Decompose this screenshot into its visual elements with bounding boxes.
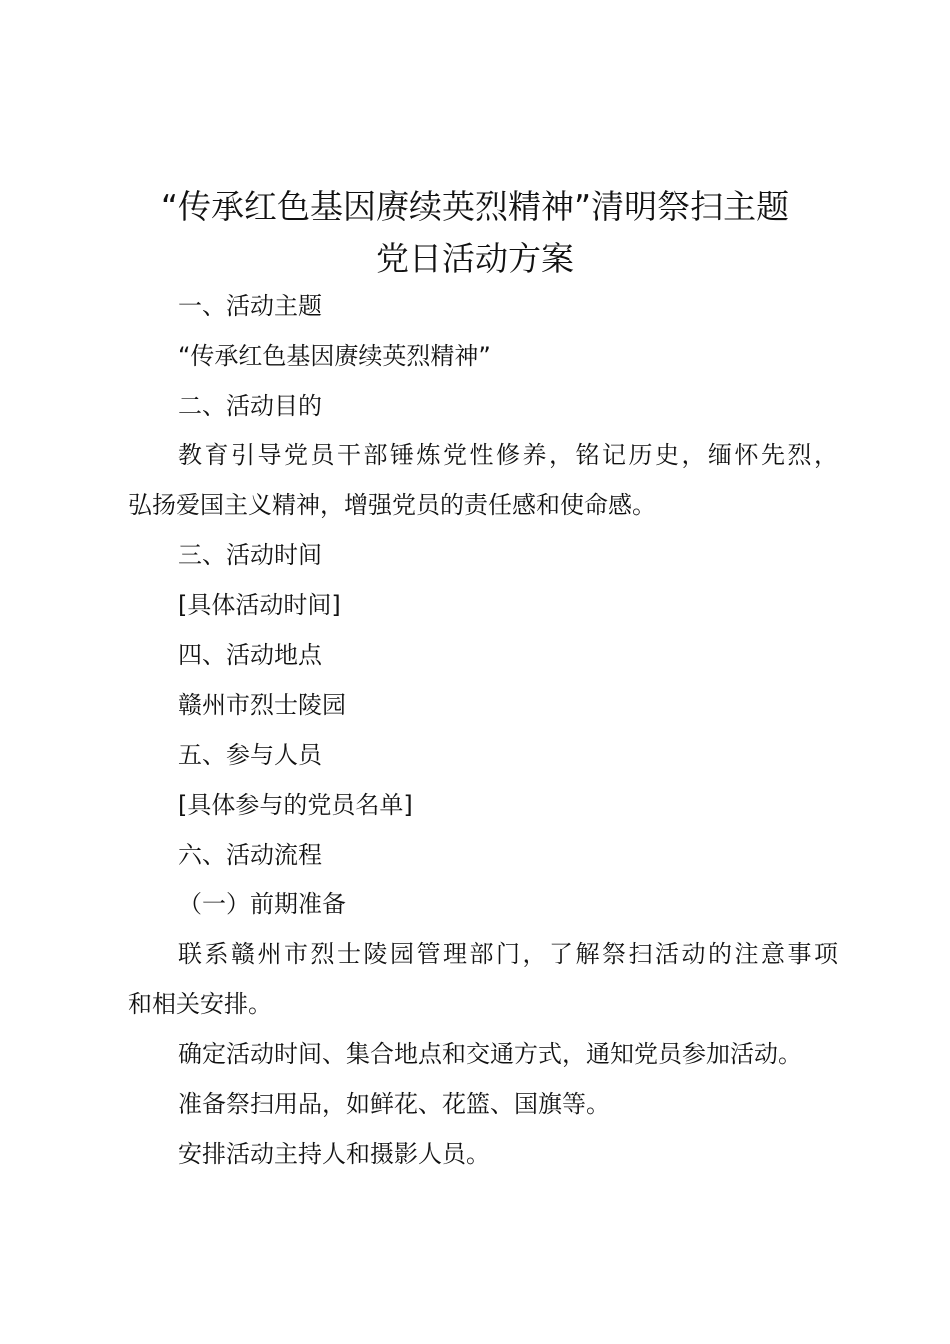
section-heading-time: 三、活动时间 <box>178 541 322 569</box>
section-heading-process: 六、活动流程 <box>178 841 322 869</box>
section-heading-participants: 五、参与人员 <box>178 741 322 769</box>
purpose-text-line-1: 教育引导党员干部锤炼党性修养，铭记历史，缅怀先烈， <box>178 441 838 469</box>
purpose-text-line-2: 弘扬爱国主义精神，增强党员的责任感和使命感。 <box>128 491 656 519</box>
preparation-text-line-2: 和相关安排。 <box>128 990 272 1018</box>
subsection-heading-preparation: （一）前期准备 <box>178 890 346 918</box>
section-heading-purpose: 二、活动目的 <box>178 392 322 420</box>
theme-text: “传承红色基因赓续英烈精神” <box>178 342 491 370</box>
section-heading-location: 四、活动地点 <box>178 641 322 669</box>
preparation-item-host-photographer: 安排活动主持人和摄影人员。 <box>178 1140 490 1168</box>
document-title-line-2: 党日活动方案 <box>376 239 574 278</box>
preparation-text-line-1: 联系赣州市烈士陵园管理部门，了解祭扫活动的注意事项 <box>178 940 838 968</box>
section-heading-theme: 一、活动主题 <box>178 292 322 320</box>
participants-text: [具体参与的党员名单] <box>178 791 413 819</box>
document-title-line-1: “传承红色基因赓续英烈精神”清明祭扫主题 <box>160 187 790 226</box>
preparation-item-time-and-notice: 确定活动时间、集合地点和交通方式，通知党员参加活动。 <box>178 1040 802 1068</box>
preparation-item-supplies: 准备祭扫用品，如鲜花、花篮、国旗等。 <box>178 1090 610 1118</box>
time-text: [具体活动时间] <box>178 591 341 619</box>
location-text: 赣州市烈士陵园 <box>178 691 346 719</box>
